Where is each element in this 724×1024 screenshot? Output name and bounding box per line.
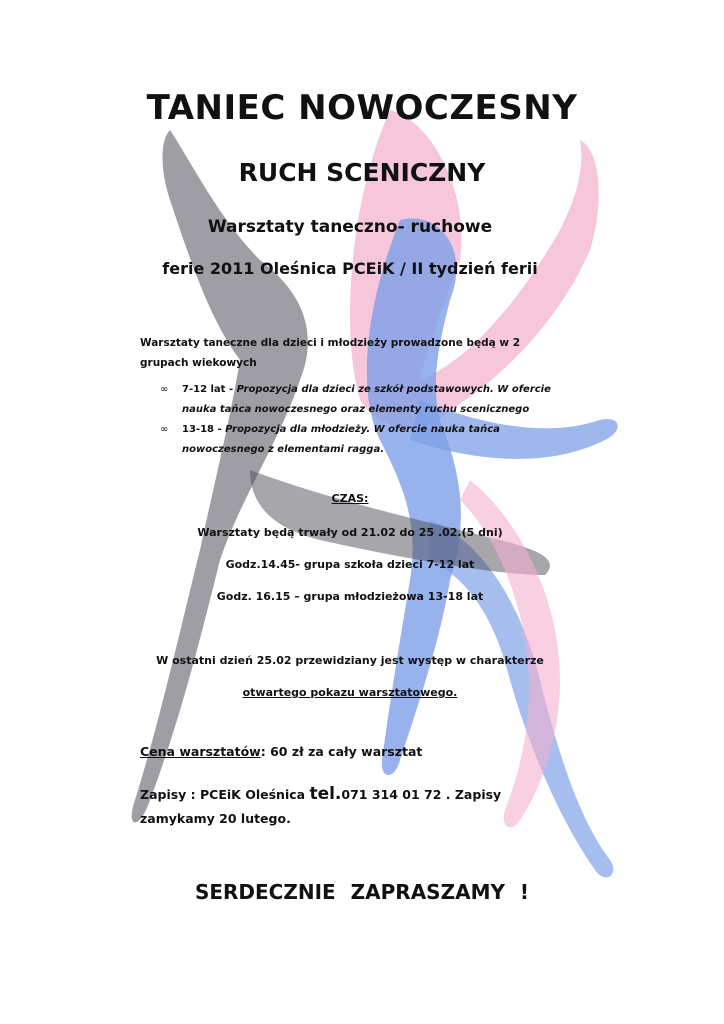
group-description: Propozycja dla dzieci ze szkół podstawowych. W ofercie nauka tańca nowoczesnego oraz elementy ruchu scenicznego <box>182 384 551 415</box>
list-item <box>160 380 560 420</box>
main-title: TANIEC NOWOCZESNY <box>146 88 578 128</box>
subtitle: RUCH SCENICZNY <box>238 158 486 187</box>
infinity-bullet-icon: ∞ <box>160 384 169 395</box>
schedule-heading: CZAS: <box>331 492 369 505</box>
group-age: 13-18 - <box>182 424 226 435</box>
price-value: : 60 zł za cały warsztat <box>260 744 423 759</box>
schedule-dates: Warsztaty będą trwały od 21.02 do 25 .02.(5 dni) <box>197 526 503 539</box>
registration-rest: 071 314 01 72 . Zapisy zamykamy 20 lutego. <box>140 787 502 826</box>
intro-text: Warsztaty taneczne dla dzieci i młodzieży prowadzone będą w 2 grupach wiekowych <box>140 337 521 369</box>
performance-line-2: otwartego pokazu warsztatowego. <box>242 686 458 699</box>
performance-line-1: W ostatni dzień 25.02 przewidziany jest występ w charakterze <box>156 654 544 667</box>
tel-label: tel. <box>309 784 342 804</box>
closing-text: SERDECZNIE ZAPRASZAMY ! <box>194 880 530 904</box>
event-line: ferie 2011 Oleśnica PCEiK / II tydzień ferii <box>162 259 538 278</box>
price-info <box>140 744 422 759</box>
infinity-bullet-icon: ∞ <box>160 424 169 435</box>
workshop-title: Warsztaty taneczno- ruchowe <box>207 217 493 237</box>
age-groups-list <box>160 380 560 460</box>
group-age: 7-12 lat - <box>182 384 237 395</box>
price-label: Cena warsztatów <box>140 744 261 759</box>
registration-prefix: Zapisy : PCEiK Oleśnica <box>140 787 310 802</box>
registration-info <box>140 782 560 831</box>
schedule-youth: Godz. 16.15 – grupa młodzieżowa 13-18 lat <box>216 590 484 603</box>
schedule-kids: Godz.14.45- grupa szkoła dzieci 7-12 lat <box>225 558 475 571</box>
group-description: Propozycja dla młodzieży. W ofercie nauka tańca nowoczesnego z elementami ragga. <box>182 424 500 455</box>
list-item <box>160 420 560 460</box>
